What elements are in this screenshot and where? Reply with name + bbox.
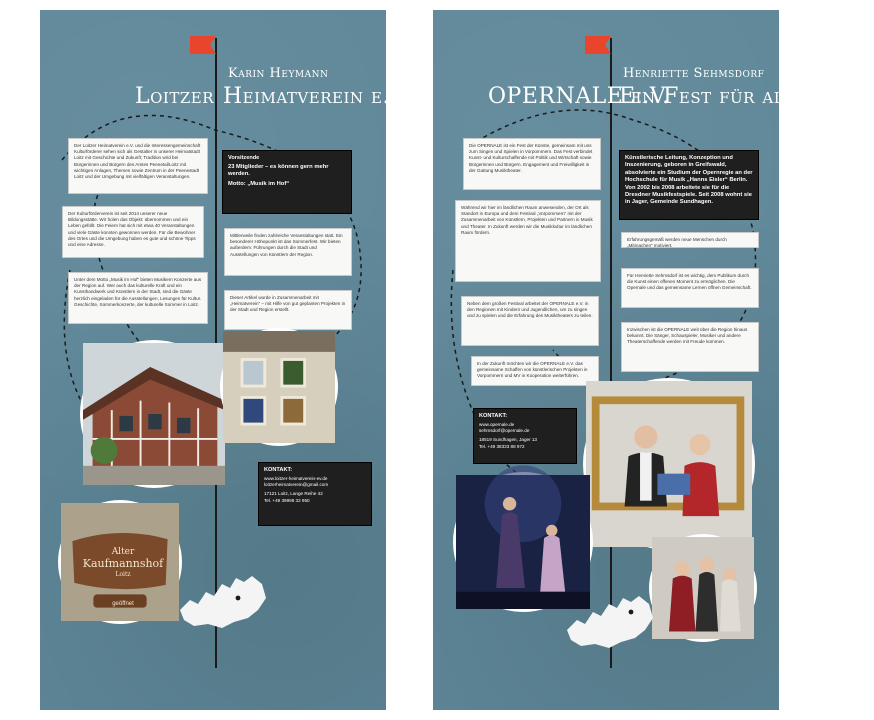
text-box-kinder	[461, 296, 599, 346]
text: Unter dem Motto „Musik im Hof“ bieten Musikern Konzerte aus der Region auf. Wer auch das kulturelle Kraft und ein Kunsthandwerk und Künstlern in der Stadt, sind die Gäste herzlich eingeladen für die Ausstellungen, Lesungen für Kultur. Geschichte, Sommerkonzerte, der kulturelle Sommer in Loitz.	[74, 277, 202, 307]
contact-box	[258, 462, 372, 526]
text: Neben dem großen Festival arbeitet der OPERNALE e.V. in den Regionen mit Kindern und Jugendlichen, um zu singen und zu spielen und die Erfahrung des Musiktheaters zu teilen.	[467, 301, 593, 319]
vertical-line	[610, 38, 612, 668]
contact-address: 18519 Sundhagen, Jager 13	[479, 437, 537, 443]
text: Der Kulturförderverein ist seit 2014 unserer neue Bildungsstätte. Wir holen das Objekt: übernommen und ein Leben gefüllt. Die Feiern hat sich mit etwa 40 Veranstaltungen und viele Gäste konnten gewonnen werden. Für die Bewohner des Ortes und die Umgebung haben es gute und schöne Tipps und eine Adresse.	[68, 211, 196, 248]
text: Mittlerweile finden zahlreiche Veranstaltungen statt. Ein besonderer Höhepunkt ist das Sommerfest. Wir bieten außerdem: Führungen durch die Stadt und Ausstellungen von Künstlern der Region.	[230, 233, 343, 257]
contact-email[interactable]: sehmsdorf@opernale.de	[479, 428, 530, 434]
window-illustration	[223, 331, 335, 443]
poster-loitzer-heimatverein	[40, 10, 410, 710]
contact-heading: KONTAKT:	[479, 413, 508, 419]
text: Inzwischen ist die OPERNALE weit über die Region hinaus bekannt. Die Sänger, Schauspieler, Musiker und andere Theaterschaffende werden mit Freude kommen.	[627, 327, 748, 345]
photo-half-timbered-house	[80, 340, 228, 488]
title-right-word: Heimatverein e.V.	[223, 84, 410, 109]
text: Die OPERNALE ist ein Fest der Künste, gemeinsam mit uns zum Singen und Spielen in Vorpommern. Das Fest verbindet Kunst- und Kulturschaffende mit Politik und Wirtschaft sowie Bürgerinnen und Bürgern. Engagement und Freiwilligkeit in der Gattung Musiktheater.	[469, 143, 593, 173]
text-box-region	[455, 200, 601, 282]
poster-opernale	[433, 10, 874, 710]
text-box-bekannt	[621, 322, 759, 372]
map-mv-outline	[178, 570, 268, 632]
motto-line: Motto: „Musik im Hof“	[228, 180, 290, 187]
author-name: Karin Heymann	[228, 66, 329, 81]
contact-website[interactable]: www.loitzer-heimatverein-ev.de	[264, 476, 328, 481]
text: Erfahrungsgemäß werden neue Menschen durch „Mitmachen“ motiviert.	[627, 237, 727, 249]
costume-illustration	[652, 537, 754, 639]
contact-address: 17121 Loitz, Lange Reihe 42	[264, 491, 323, 497]
flag-icon	[190, 36, 216, 54]
text: Der Loitzer Heimatverein e.V. und die Interessengemeinschaft Kulturförderer sehen sich als Gestalter in unserer Heimatstadt Loitz mit Geschichte und Zukunft; Tradition wird bei Bürgerinnen und Bürgern des Amtes Peenetal/Loitz mit wichtigen Anlagen, Themen sowie Zentrum in der Peenestadt Loitz und der Umgebung mit vielfältigen Veranstaltungen.	[74, 143, 201, 180]
contact-box	[473, 408, 577, 464]
contact-email[interactable]: loitzerheimatverein@gmail.com	[264, 482, 329, 488]
box-heading: Vorsitzende	[228, 155, 260, 161]
members-line: 23 Mitglieder – es können gern mehr werden.	[228, 164, 329, 178]
info-box-vorsitz	[222, 150, 352, 214]
bio-text: Künstlerische Leitung, Konzeption und Inszenierung, geboren in Greifswald, absolvierte ein Studium der Opernregie an der Hochschule für Musik „Hanns Eisler“ Berlin. Von 2002 bis 2008 arbeitete sie für die Dresdner Musikfestspiele. Seit 2008 wohnt sie in Jager, Gemeinde Sundhagen.	[625, 155, 753, 206]
sign-small-text: geöffnet	[112, 601, 134, 607]
contact-phone: Tel. +49 38333 88 972	[479, 443, 525, 449]
text: Für Henriette Sehmsdorf ist es wichtig, dem Publikum durch die Kunst einen offenen Moment zu ermöglichen. Die Opernale und das gemeinsame Lernen öffnen Gemeinschaft.	[627, 273, 752, 291]
flag-icon	[585, 36, 611, 54]
contact-website[interactable]: www.opernale.de	[479, 422, 515, 427]
people-illustration	[586, 381, 752, 547]
contact-phone: Tel. +49 39998 32 950	[264, 497, 310, 503]
text-box-kultur	[62, 206, 204, 258]
title-left-word: Loitzer	[135, 84, 215, 109]
text-box-intro	[68, 138, 208, 194]
bio-box	[619, 150, 759, 220]
contact-heading: KONTAKT:	[264, 467, 293, 473]
map-mv-outline	[565, 590, 655, 652]
text: Dieser Artikel wurde in Zusammenarbeit mit „Heimatverein“ – mit Hilfe von gut geplanten Projekten in der Stadt und Region erstellt.	[230, 295, 346, 313]
title-right-words: Ein Fest für alle Sinne	[619, 84, 874, 109]
text-box-zukunft	[471, 356, 599, 386]
stage-illustration	[456, 475, 590, 609]
photo-window-art	[220, 328, 338, 446]
sign-text-line3: Loitz	[115, 571, 131, 578]
photo-two-people-frame	[583, 378, 755, 550]
text: Während wir hier im ländlichen Raum anwesenden, der Ort als Standort in Europa und dem Festival „Vorpommern“ mit der Zusammenarbeit von Künstlern, Projekten und Partnern in Musik und Theater. In Zukunft werden wir die Musikkultur im ländlichen Raum fördern.	[461, 205, 593, 235]
text-box-publikum	[621, 268, 759, 308]
title-left-word: OPERNALE e.V.	[488, 84, 670, 109]
author-name: Henriette Sehmsdorf	[623, 66, 765, 81]
text: In der Zukunft möchten wir die OPERNALE e.V. das gemeinsame Schaffen von künstlerischen Projekten in Vorpommern und MV in Kooperation weiterführen.	[477, 361, 588, 379]
text-box-events	[224, 228, 352, 276]
house-illustration	[83, 343, 225, 485]
sign-text-line1: Alter	[111, 547, 135, 557]
photo-wooden-sign	[58, 500, 182, 624]
text-box-article	[224, 290, 352, 330]
text-box-mitmachen	[621, 232, 759, 248]
photo-costumed-group	[649, 534, 757, 642]
sign-text-line2: Kaufmannshof	[82, 557, 164, 570]
text-box-musik	[68, 272, 208, 324]
text-box-intro	[463, 138, 601, 190]
